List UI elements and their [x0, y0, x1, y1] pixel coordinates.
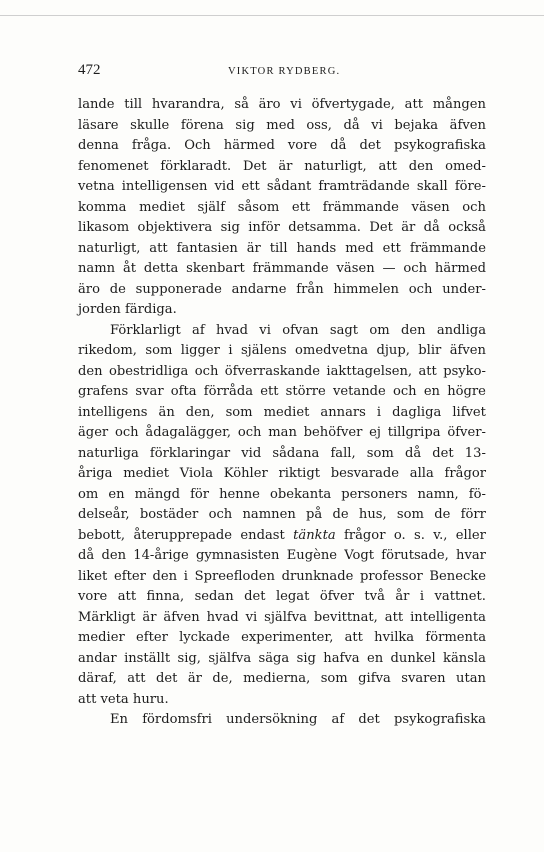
top-rule — [0, 15, 544, 16]
text-word: sådana — [272, 445, 320, 461]
text-word: omed- — [445, 158, 486, 174]
text-word: komma — [78, 199, 127, 215]
text-word: ett — [291, 199, 311, 215]
text-word: äro — [258, 97, 281, 112]
text-line — [78, 567, 486, 588]
text-word: vore — [78, 589, 108, 604]
text-word: ett — [241, 179, 260, 194]
text-word: förr — [460, 507, 486, 522]
text-word: att — [78, 691, 101, 707]
text-word: gymnasisten — [195, 548, 280, 563]
text-word: 14-årige — [133, 548, 189, 563]
text-word: andarne — [231, 281, 287, 297]
text-word: den — [101, 548, 127, 563]
text-word: inställt — [124, 650, 171, 666]
text-word: då — [343, 117, 360, 133]
text-word: att — [418, 363, 437, 379]
text-word: andar — [78, 650, 117, 666]
text-line — [78, 526, 486, 547]
text-word: säga — [258, 650, 290, 666]
running-head: VIKTOR RYDBERG. — [228, 66, 341, 77]
text-word: svar — [135, 384, 164, 399]
text-word: fö- — [468, 486, 486, 502]
text-line — [78, 505, 486, 526]
text-word: de — [332, 507, 349, 522]
text-word: bostäder — [139, 507, 199, 522]
text-word: den — [152, 568, 178, 584]
text-word: psykografiska — [393, 138, 486, 153]
text-word: fantasien — [176, 240, 238, 256]
text-word: denna — [78, 138, 119, 153]
text-line — [78, 280, 486, 301]
text-word: återupprepade — [133, 527, 233, 543]
text-word: sig — [296, 650, 316, 666]
text-word: vid — [241, 445, 262, 461]
text-word: det — [156, 671, 178, 686]
text-line — [78, 485, 486, 506]
text-word: skenbart — [186, 261, 245, 276]
text-word: och — [403, 261, 428, 276]
text-word: namn — [78, 261, 116, 276]
text-word: med — [345, 240, 374, 256]
text-word: och — [208, 507, 233, 522]
text-word: hvar — [456, 548, 486, 563]
text-word: ofvan — [282, 322, 319, 338]
text-word: då — [330, 138, 347, 153]
text-word: finna, — [146, 589, 185, 604]
text-word: hands — [296, 240, 337, 256]
text-word: i — [419, 589, 425, 604]
text-word: Förklarligt — [110, 322, 181, 338]
text-word: vetande — [333, 384, 386, 399]
text-line — [78, 587, 486, 608]
text-word: att — [127, 671, 146, 686]
text-word: äger — [78, 425, 109, 440]
text-word: läsare — [78, 117, 119, 133]
text-word: hvarandra, — [151, 97, 225, 112]
text-word: är — [401, 220, 416, 235]
text-word: är — [278, 158, 293, 174]
text-word: ett — [382, 240, 401, 256]
text-word: väsen — [411, 199, 450, 215]
text-word: bebott, — [78, 527, 126, 543]
text-word: frågor — [344, 527, 386, 543]
text-word: hvad — [206, 609, 239, 625]
text-word: på — [306, 507, 323, 522]
text-word: experimenter, — [241, 630, 334, 645]
text-word: Det — [243, 158, 267, 174]
text-word: huru. — [132, 691, 169, 707]
text-word: grafens — [78, 384, 129, 399]
text-word: då — [78, 548, 95, 563]
text-line — [78, 177, 486, 198]
text-word: då — [404, 445, 422, 461]
text-line — [78, 444, 486, 465]
text-word: det — [244, 589, 266, 604]
text-word: besvarade — [330, 466, 400, 481]
body-text — [78, 95, 486, 731]
text-word: äfven — [449, 343, 486, 358]
text-word: att — [404, 97, 423, 112]
text-word: himmelen — [333, 281, 399, 297]
text-word: detsamma. — [288, 220, 361, 235]
text-word: förutsade, — [381, 548, 449, 563]
text-word: sig — [235, 117, 255, 133]
text-word: som — [145, 343, 173, 358]
text-line — [78, 362, 486, 383]
text-word: så — [234, 97, 249, 112]
text-word: de — [434, 507, 451, 522]
text-word: och — [114, 425, 139, 440]
text-word: för — [190, 486, 210, 502]
text-line — [78, 341, 486, 362]
text-word: Eugène — [286, 548, 338, 563]
text-word: före- — [454, 179, 486, 194]
text-word: eller — [455, 527, 486, 543]
text-word: ej — [369, 425, 381, 440]
text-word: äfven — [163, 609, 200, 625]
text-word: högre — [447, 384, 486, 399]
text-word: delseår, — [78, 507, 130, 522]
text-word: det — [359, 138, 381, 153]
text-word: och — [194, 363, 219, 379]
text-word: detta — [143, 261, 179, 276]
text-word: själens — [240, 343, 287, 358]
text-word: främmande — [322, 199, 399, 215]
text-word: det — [432, 445, 454, 461]
text-word: de, — [212, 671, 233, 686]
text-word: bevittnat, — [313, 609, 378, 625]
text-line — [78, 669, 486, 690]
text-line — [78, 464, 486, 485]
text-word: likasom — [78, 220, 130, 235]
text-word: svaren — [401, 671, 446, 686]
text-word: fenomenet — [78, 158, 149, 174]
text-word: — — [382, 261, 396, 276]
text-word: s. — [414, 527, 425, 543]
text-word: med — [266, 117, 295, 133]
text-word: af — [331, 712, 345, 727]
text-word: lifvet — [452, 404, 486, 420]
text-word: intelligens — [78, 404, 148, 420]
page-number: 472 — [78, 62, 101, 78]
text-word: äfven — [449, 117, 486, 133]
text-word: då — [423, 220, 440, 235]
text-word: ett — [260, 384, 279, 399]
text-word: om — [78, 486, 99, 502]
text-line — [78, 382, 486, 403]
text-word: dunkel — [390, 650, 436, 666]
text-line — [78, 710, 486, 731]
text-word: intelligenta — [410, 609, 486, 625]
text-line — [78, 157, 486, 178]
text-word: vid — [214, 179, 235, 194]
text-word: själfva — [264, 609, 307, 625]
text-word: bejaka — [394, 117, 439, 133]
text-word: öfver- — [447, 425, 486, 440]
text-word: jorden — [78, 302, 125, 317]
text-line — [78, 403, 486, 424]
text-word: veta — [100, 691, 133, 707]
text-line — [78, 628, 486, 649]
text-word: Köhler — [223, 466, 268, 481]
text-word: ådagalägger, — [145, 425, 232, 440]
text-word: obestridliga — [108, 363, 189, 379]
text-word: man — [268, 425, 297, 440]
text-word: att — [378, 158, 397, 174]
text-word: vetna — [78, 179, 115, 194]
text-word: naturliga — [78, 445, 139, 461]
text-word: till — [269, 240, 288, 256]
text-word: som — [366, 445, 394, 461]
text-word: inför — [248, 220, 280, 235]
text-word: professor — [360, 568, 423, 584]
text-word: färdiga. — [124, 302, 177, 317]
text-word: vi — [290, 97, 302, 112]
text-word: supponerade — [135, 281, 222, 297]
text-word: de — [109, 281, 126, 297]
text-line — [78, 300, 486, 321]
text-word: öfverraskande — [224, 363, 321, 379]
text-word: blir — [418, 343, 442, 358]
text-word: och — [392, 384, 417, 399]
text-word: omedvetna — [295, 343, 369, 358]
text-word: en — [423, 384, 440, 399]
text-line — [78, 198, 486, 219]
text-word: Benecke — [429, 568, 486, 584]
text-word: iakttagelsen, — [326, 363, 413, 379]
text-word: alla — [409, 466, 434, 481]
text-word: drunknade — [281, 568, 354, 584]
text-word: äro — [78, 281, 100, 297]
text-word: förmenta — [425, 630, 486, 645]
text-word: naturligt, — [304, 158, 367, 174]
text-line — [78, 608, 486, 629]
text-word: främmande — [252, 261, 329, 276]
text-word: om — [369, 322, 390, 338]
text-word: öfver — [319, 589, 354, 604]
text-word: Spreefloden — [194, 568, 275, 584]
text-word: en — [366, 650, 384, 666]
text-word: legat — [275, 589, 310, 604]
text-word: förråda — [203, 384, 254, 399]
text-word: väsen — [336, 261, 375, 276]
text-word: mängd — [134, 486, 181, 502]
text-word: vore — [287, 138, 318, 153]
text-word: som — [320, 671, 348, 686]
text-word: naturligt, — [78, 240, 141, 256]
text-word: personers — [341, 486, 408, 502]
text-word: liket — [78, 568, 108, 584]
text-word: sig, — [177, 650, 201, 666]
text-word: namnen — [242, 507, 296, 522]
text-word: hafva — [323, 650, 360, 666]
text-word: behöfver — [303, 425, 363, 440]
text-word: fall, — [330, 445, 356, 461]
text-word: oss, — [306, 117, 332, 133]
text-word: under- — [442, 281, 486, 297]
page-header — [78, 62, 486, 82]
text-word: är — [246, 240, 261, 256]
text-word: efter — [135, 630, 168, 645]
text-word: lyckade — [179, 630, 230, 645]
text-word: intelligensen — [121, 179, 208, 194]
text-word: att — [384, 609, 404, 625]
text-line — [78, 136, 486, 157]
text-word: hvilka — [374, 630, 415, 645]
text-word: och — [462, 199, 486, 215]
text-line — [78, 546, 486, 567]
text-word: hvad — [215, 322, 248, 338]
text-word: djup, — [376, 343, 410, 358]
text-word: riktigt — [278, 466, 320, 481]
text-word: den — [78, 363, 103, 379]
text-line — [78, 690, 486, 711]
text-line — [78, 218, 486, 239]
text-word: objektivera — [137, 220, 213, 235]
text-word: henne — [219, 486, 260, 502]
text-word: efter — [113, 568, 146, 584]
text-word: endast — [240, 527, 285, 543]
text-word: det — [358, 712, 380, 727]
text-word: Det — [369, 220, 393, 235]
text-word: känsla — [443, 650, 486, 666]
text-word: än — [158, 404, 175, 420]
text-word: att — [117, 589, 137, 604]
text-word: namn, — [417, 486, 459, 502]
text-line — [78, 239, 486, 260]
text-line — [78, 259, 486, 280]
text-word: mången — [432, 97, 486, 112]
text-word: själf — [197, 199, 226, 215]
text-word: sig — [220, 220, 240, 235]
text-word: sådant — [266, 179, 312, 194]
text-word: fråga. — [131, 138, 172, 153]
text-word: att — [149, 240, 168, 256]
text-word: mediet — [139, 199, 185, 215]
text-word: och — [408, 281, 433, 297]
text-word: och — [237, 425, 262, 440]
text-word: annars — [320, 404, 366, 420]
text-word: psykografiska — [394, 712, 486, 727]
text-word: att — [344, 630, 363, 645]
text-word: större — [285, 384, 326, 399]
text-word: fördomsfri — [142, 712, 212, 727]
text-word: sagt — [329, 322, 359, 338]
text-word: framträdande — [318, 179, 410, 194]
text-line — [78, 649, 486, 670]
text-word: åriga — [78, 466, 113, 481]
text-word: den — [400, 322, 426, 338]
text-word: härmed — [434, 261, 486, 276]
text-word: obekanta — [269, 486, 332, 502]
text-word: v., — [433, 527, 448, 543]
text-word: själfva — [208, 650, 252, 666]
text-word: Märkligt — [78, 609, 136, 625]
text-word: Vogt — [344, 548, 375, 563]
text-word: lande — [78, 97, 115, 112]
text-word: Viola — [179, 466, 214, 481]
text-word: åt — [122, 261, 137, 276]
text-word: är — [187, 671, 202, 686]
text-word: som — [396, 507, 424, 522]
text-word: tänkta — [293, 527, 336, 543]
text-word: gifva — [358, 671, 391, 686]
text-word: år — [395, 589, 410, 604]
text-word: däraf, — [78, 671, 117, 686]
text-word: från — [296, 281, 324, 297]
text-word: Och — [184, 138, 211, 153]
text-line — [78, 116, 486, 137]
text-word: undersökning — [226, 712, 318, 727]
text-word: den, — [185, 404, 215, 420]
text-word: medier — [78, 630, 125, 645]
text-word: sedan — [194, 589, 234, 604]
text-word: öfvertygade, — [311, 97, 395, 112]
text-line — [78, 321, 486, 342]
text-word: ofta — [170, 384, 197, 399]
text-word: dagliga — [392, 404, 442, 420]
text-word: psyko- — [443, 363, 486, 379]
text-word: vi — [259, 322, 271, 338]
text-word: vattnet. — [434, 589, 486, 604]
text-word: förena — [180, 117, 224, 133]
text-word: 13- — [464, 445, 486, 461]
text-word: främmande — [409, 240, 486, 256]
text-word: två — [364, 589, 385, 604]
text-word: ligger — [180, 343, 220, 358]
text-word: härmed — [223, 138, 275, 153]
text-word: hus, — [358, 507, 387, 522]
text-word: En — [110, 712, 128, 727]
text-word: en — [108, 486, 125, 502]
text-word: förklaringar — [149, 445, 231, 461]
text-word: mediet — [123, 466, 169, 481]
text-word: den — [408, 158, 434, 174]
text-word: skall — [416, 179, 448, 194]
text-word: också — [448, 220, 486, 235]
text-word: mediet — [263, 404, 310, 420]
text-word: i — [228, 343, 233, 358]
text-line — [78, 423, 486, 444]
text-word: förklaradt. — [160, 158, 232, 174]
text-word: af — [192, 322, 205, 338]
text-word: medierna, — [243, 671, 311, 686]
text-word: skulle — [130, 117, 170, 133]
text-word: till — [124, 97, 143, 112]
text-word: rikedom, — [78, 343, 137, 358]
text-word: utan — [456, 671, 486, 686]
text-word: är — [142, 609, 157, 625]
text-word: i — [376, 404, 382, 420]
text-word: såsom — [237, 199, 280, 215]
text-word: o. — [393, 527, 406, 543]
text-word: tillgripa — [387, 425, 441, 440]
text-line — [78, 95, 486, 116]
text-word: andliga — [436, 322, 486, 338]
text-word: i — [183, 568, 188, 584]
text-word: vi — [371, 117, 383, 133]
text-word: som — [225, 404, 253, 420]
text-word: frågor — [444, 466, 486, 481]
text-word: vi — [245, 609, 258, 625]
